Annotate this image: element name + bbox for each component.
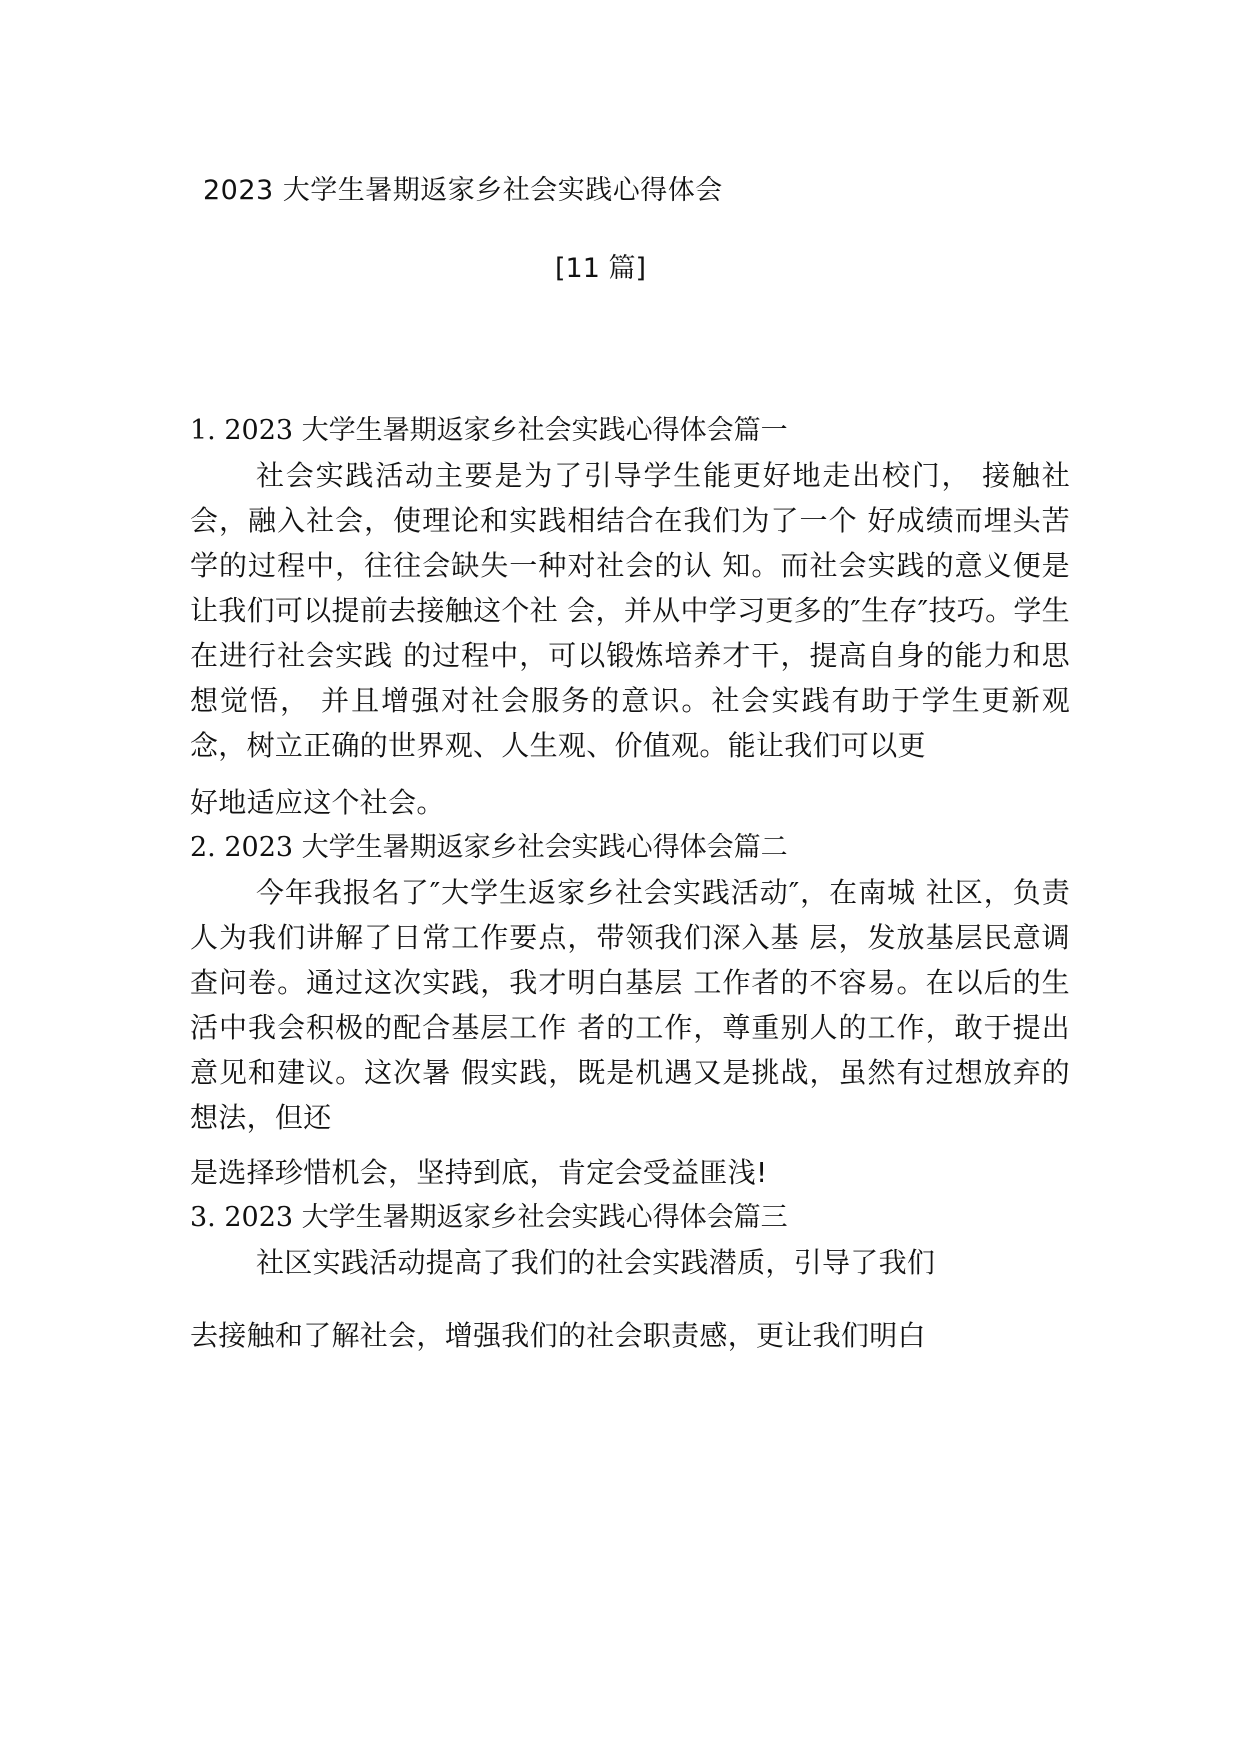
document-body xyxy=(190,408,1070,1358)
section-continuation-1: 好地适应这个社会。 xyxy=(190,786,445,819)
section-paragraph-1: 社会实践活动主要是为了引导学生能更好地走出校门， 接触社会，融入社会，使理论和实践相结合在我们为了一个 好成绩而埋头苦学的过程中，往往会缺失一种对社会的认 知。而社会实践的意义便是让我们可以提前去接触这个社 会，并从中学习更多的″生存″技巧。学生在进行社会实践 的过程中，可以锻炼培养才干，提高自身的能力和思想觉悟， 并且增强对社会服务的意识。社会实践有助于学生更新观 念，树立正确的世界观、人生观、价值观。能让我们可以更 xyxy=(190,459,1070,762)
section-continuation-2: 是选择珍惜机会，坚持到底，肯定会受益匪浅! xyxy=(190,1156,768,1189)
section-paragraph-3: 社区实践活动提高了我们的社会实践潜质，引导了我们 xyxy=(256,1246,936,1279)
document-subtitle: [11 篇] xyxy=(555,253,647,284)
section-heading-1: 1. 2023 大学生暑期返家乡社会实践心得体会篇一 xyxy=(190,415,788,446)
section-heading-2: 2. 2023 大学生暑期返家乡社会实践心得体会篇二 xyxy=(190,832,788,863)
section-continuation-3: 去接触和了解社会，增强我们的社会职责感，更让我们明白 xyxy=(190,1319,926,1352)
document-title: 2023 大学生暑期返家乡社会实践心得体会 xyxy=(203,175,723,206)
section-paragraph-2: 今年我报名了″大学生返家乡社会实践活动″，在南城 社区，负责人为我们讲解了日常工作要点，带领我们深入基 层，发放基层民意调查问卷。通过这次实践，我才明白基层 工作者的不容易。在以后的生活中我会积极的配合基层工作 者的工作，尊重别人的工作，敢于提出意见和建议。这次暑 假实践，既是机遇又是挑战，虽然有过想放弃的想法，但还 xyxy=(190,876,1070,1134)
section-heading-3: 3. 2023 大学生暑期返家乡社会实践心得体会篇三 xyxy=(190,1202,788,1233)
